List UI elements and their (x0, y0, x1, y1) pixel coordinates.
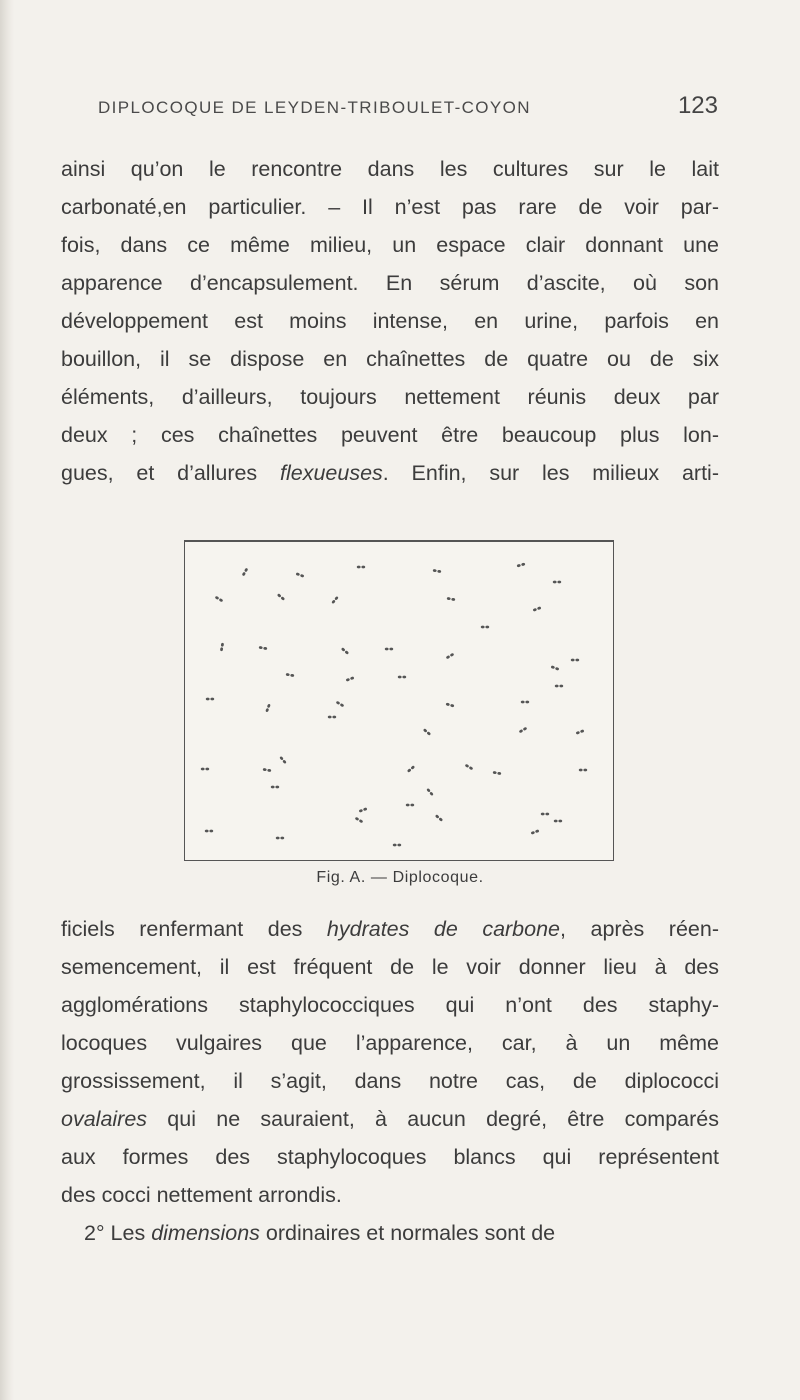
coccus-cell (535, 829, 540, 833)
coccus-cell (579, 769, 583, 772)
text-line (61, 1214, 719, 1252)
coccus-cell (426, 731, 431, 736)
diplococcus-pair (446, 653, 455, 660)
coccus-cell (361, 566, 365, 569)
coccus-cell (571, 659, 575, 662)
text-run: ficiels renfermant des (61, 917, 327, 941)
coccus-cell (580, 729, 585, 733)
text-line: éléments, d’ailleurs, toujours nettement réunis deux par (61, 385, 719, 409)
coccus-cell (344, 650, 349, 655)
diplococcus-pair (531, 829, 540, 835)
diplococcus-pair (265, 704, 271, 713)
text-run: . Enfin, sur les milieux arti- (382, 461, 719, 485)
coccus-cell (541, 813, 545, 816)
text-line: des cocci nettement arrondis. (61, 1183, 342, 1207)
coccus-cell (205, 830, 209, 833)
coccus-cell (201, 768, 205, 771)
text-line: carbonaté,en particulier. – Il n’est pas rare de voir par- (61, 195, 719, 219)
coccus-cell (451, 598, 455, 601)
coccus-cell (221, 643, 224, 647)
coccus-cell (355, 817, 360, 821)
running-title: DIPLOCOQUE DE LEYDEN-TRIBOULET-COYON (98, 98, 531, 117)
coccus-cell (359, 819, 364, 823)
coccus-cell (533, 608, 538, 612)
diplococcus-pair (359, 807, 368, 813)
page-header (98, 92, 718, 132)
coccus-cell (389, 648, 393, 651)
text-line: locoques vulgaires que l’apparence, car, à un même (61, 1031, 719, 1055)
figure-diplococcus-micrograph (184, 540, 614, 861)
coccus-cell (435, 814, 440, 819)
coccus-cell (555, 685, 559, 688)
coccus-cell (397, 844, 401, 847)
text-line: ainsi qu’on le rencontre dans les cultures sur le lait (61, 157, 719, 181)
coccus-cell (433, 569, 437, 572)
text-run: ordinaires et normales sont de (259, 1221, 556, 1245)
diplococcus-pair (393, 844, 401, 847)
diplococcus-illustration (185, 542, 613, 860)
text-line: développement est moins intense, en urine, parfois en (61, 309, 719, 333)
text-line: aux formes des staphylocoques blancs qui représentent (61, 1145, 719, 1169)
coccus-cell (519, 729, 524, 733)
text-line: agglomérations staphylococciques qui n’ont des staphy- (61, 993, 719, 1017)
coccus-cell (276, 837, 280, 840)
coccus-cell (263, 647, 267, 650)
diplococcus-pair (357, 566, 365, 569)
coccus-cell (206, 698, 210, 701)
coccus-cell (575, 659, 579, 662)
coccus-cell (446, 703, 450, 707)
coccus-cell (332, 716, 336, 719)
coccus-cell (446, 655, 451, 659)
diplococcus-pair (259, 646, 268, 650)
coccus-cell (531, 831, 536, 835)
coccus-cell (398, 676, 402, 679)
coccus-cell (576, 731, 581, 735)
coccus-cell (296, 572, 301, 576)
text-run: Les (104, 1221, 152, 1245)
coccus-cell (336, 701, 341, 705)
diplococcus-pair (205, 830, 213, 833)
diplococcus-pair (554, 820, 562, 823)
text-run: qui ne sauraient, à aucun degré, être comparés (147, 1107, 719, 1131)
coccus-cell (450, 704, 454, 708)
diplococcus-pair (341, 647, 349, 655)
coccus-cell (350, 676, 355, 680)
coccus-cell (485, 626, 489, 629)
diplococcus-pair (555, 685, 563, 688)
coccus-cell (267, 704, 271, 709)
coccus-cell (410, 804, 414, 807)
diplococcus-pair (215, 596, 224, 603)
coccus-cell (438, 817, 443, 822)
text-line: apparence d’encapsulement. En sérum d’ascite, où son (61, 271, 719, 295)
coccus-cell (242, 572, 246, 577)
coccus-cell (469, 766, 474, 770)
coccus-cell (277, 593, 282, 598)
page-number: 123 (677, 92, 718, 119)
coccus-cell (555, 667, 560, 671)
coccus-cell (410, 765, 415, 770)
coccus-cell (429, 791, 434, 796)
diplococcus-pair (242, 568, 249, 577)
coccus-cell (300, 574, 305, 578)
coccus-cell (280, 837, 284, 840)
diplococcus-pair (541, 813, 549, 816)
coccus-cell (426, 788, 431, 793)
italic-term: dimensions (151, 1221, 260, 1245)
coccus-cell (265, 708, 269, 713)
coccus-cell (346, 678, 351, 682)
diplococcus-pair (551, 665, 560, 671)
text-line: grossissement, il s’agit, dans notre cas, de diplococci (61, 1069, 719, 1093)
text-line (61, 910, 719, 948)
coccus-cell (583, 769, 587, 772)
diplococcus-pair (447, 597, 456, 601)
coccus-cell (521, 701, 525, 704)
coccus-cell (525, 701, 529, 704)
diplococcus-pair (331, 596, 339, 604)
diplococcus-pair (286, 673, 295, 677)
coccus-cell (205, 768, 209, 771)
paragraph-2 (61, 910, 719, 1252)
coccus-cell (481, 626, 485, 629)
coccus-cell (331, 599, 336, 604)
coccus-cell (554, 820, 558, 823)
coccus-cell (244, 568, 248, 573)
coccus-cell (290, 674, 294, 677)
coccus-cell (437, 570, 441, 573)
coccus-cell (357, 566, 361, 569)
text-run: , après réen- (560, 917, 719, 941)
diplococcus-pair (346, 676, 355, 682)
coccus-cell (263, 768, 267, 771)
coccus-cell (465, 764, 470, 768)
diplococcus-pair (220, 643, 224, 652)
coccus-cell (220, 647, 223, 651)
diplococcus-pair (296, 572, 305, 578)
coccus-cell (557, 581, 561, 584)
coccus-cell (267, 769, 271, 772)
coccus-cell (558, 820, 562, 823)
cocci-group (201, 563, 587, 847)
italic-term: ovalaires (61, 1107, 148, 1131)
text-line (61, 1100, 719, 1138)
coccus-cell (328, 716, 332, 719)
coccus-cell (407, 768, 412, 773)
coccus-cell (334, 596, 339, 601)
diplococcus-pair (426, 788, 434, 796)
text-run: gues, et d’allures (61, 461, 280, 485)
coccus-cell (340, 703, 345, 707)
text-line (61, 454, 719, 492)
diplococcus-pair (201, 768, 209, 771)
diplococcus-pair (206, 698, 214, 701)
coccus-cell (393, 844, 397, 847)
diplococcus-pair (533, 606, 542, 612)
coccus-cell (559, 685, 563, 688)
coccus-cell (282, 759, 287, 764)
diplococcus-pair (433, 569, 442, 573)
diplococcus-pair (328, 716, 336, 719)
diplococcus-pair (519, 727, 528, 734)
coccus-cell (341, 647, 346, 652)
diplococcus-pair (276, 837, 284, 840)
diplococcus-pair (271, 786, 279, 789)
coccus-cell (215, 596, 220, 600)
diplococcus-pair (465, 764, 474, 771)
coccus-cell (385, 648, 389, 651)
list-number: 2° (84, 1221, 105, 1245)
paragraph-1 (61, 150, 719, 492)
coccus-cell (363, 807, 368, 811)
coccus-cell (537, 606, 542, 610)
diplococcus-pair (279, 756, 287, 764)
coccus-cell (406, 804, 410, 807)
coccus-cell (402, 676, 406, 679)
figure-caption: Fig. A. — Diplocoque. (316, 869, 484, 886)
diplococcus-pair (355, 817, 364, 824)
diplococcus-pair (446, 703, 455, 708)
text-line: bouillon, il se dispose en chaînettes de quatre ou de six (61, 347, 719, 371)
diplococcus-pair (521, 701, 529, 704)
coccus-cell (497, 772, 501, 775)
diplococcus-pair (576, 729, 585, 735)
italic-term: hydrates de carbone (326, 917, 561, 941)
italic-term: flexueuses (279, 461, 383, 485)
text-line: semencement, il est fréquent de le voir donner lieu à des (61, 955, 719, 979)
coccus-cell (210, 698, 214, 701)
diplococcus-pair (277, 593, 285, 601)
diplococcus-pair (553, 581, 561, 584)
coccus-cell (271, 786, 275, 789)
coccus-cell (523, 727, 528, 731)
coccus-cell (447, 597, 451, 600)
diplococcus-pair (406, 804, 414, 807)
coccus-cell (280, 596, 285, 601)
coccus-cell (209, 830, 213, 833)
coccus-cell (521, 563, 525, 567)
diplococcus-pair (517, 563, 526, 568)
diplococcus-pair (435, 814, 443, 822)
coccus-cell (359, 809, 364, 813)
diplococcus-pair (579, 769, 587, 772)
diplococcus-pair (423, 728, 431, 736)
coccus-cell (219, 598, 224, 602)
coccus-cell (275, 786, 279, 789)
diplococcus-pair (263, 768, 272, 772)
diplococcus-pair (398, 676, 406, 679)
diplococcus-pair (336, 701, 345, 708)
diplococcus-pair (481, 626, 489, 629)
coccus-cell (545, 813, 549, 816)
coccus-cell (553, 581, 557, 584)
book-binding-shadow (0, 0, 14, 1400)
coccus-cell (286, 673, 290, 676)
coccus-cell (259, 646, 263, 649)
coccus-cell (517, 564, 521, 568)
diplococcus-pair (385, 648, 393, 651)
diplococcus-pair (493, 771, 502, 775)
text-line: deux ; ces chaînettes peuvent être beaucoup plus lon- (61, 423, 719, 447)
diplococcus-pair (407, 765, 415, 773)
diplococcus-pair (571, 659, 579, 662)
coccus-cell (493, 771, 497, 774)
text-line: fois, dans ce même milieu, un espace clair donnant une (61, 233, 719, 257)
coccus-cell (450, 653, 455, 657)
coccus-cell (279, 756, 284, 761)
coccus-cell (423, 728, 428, 733)
coccus-cell (551, 665, 556, 669)
